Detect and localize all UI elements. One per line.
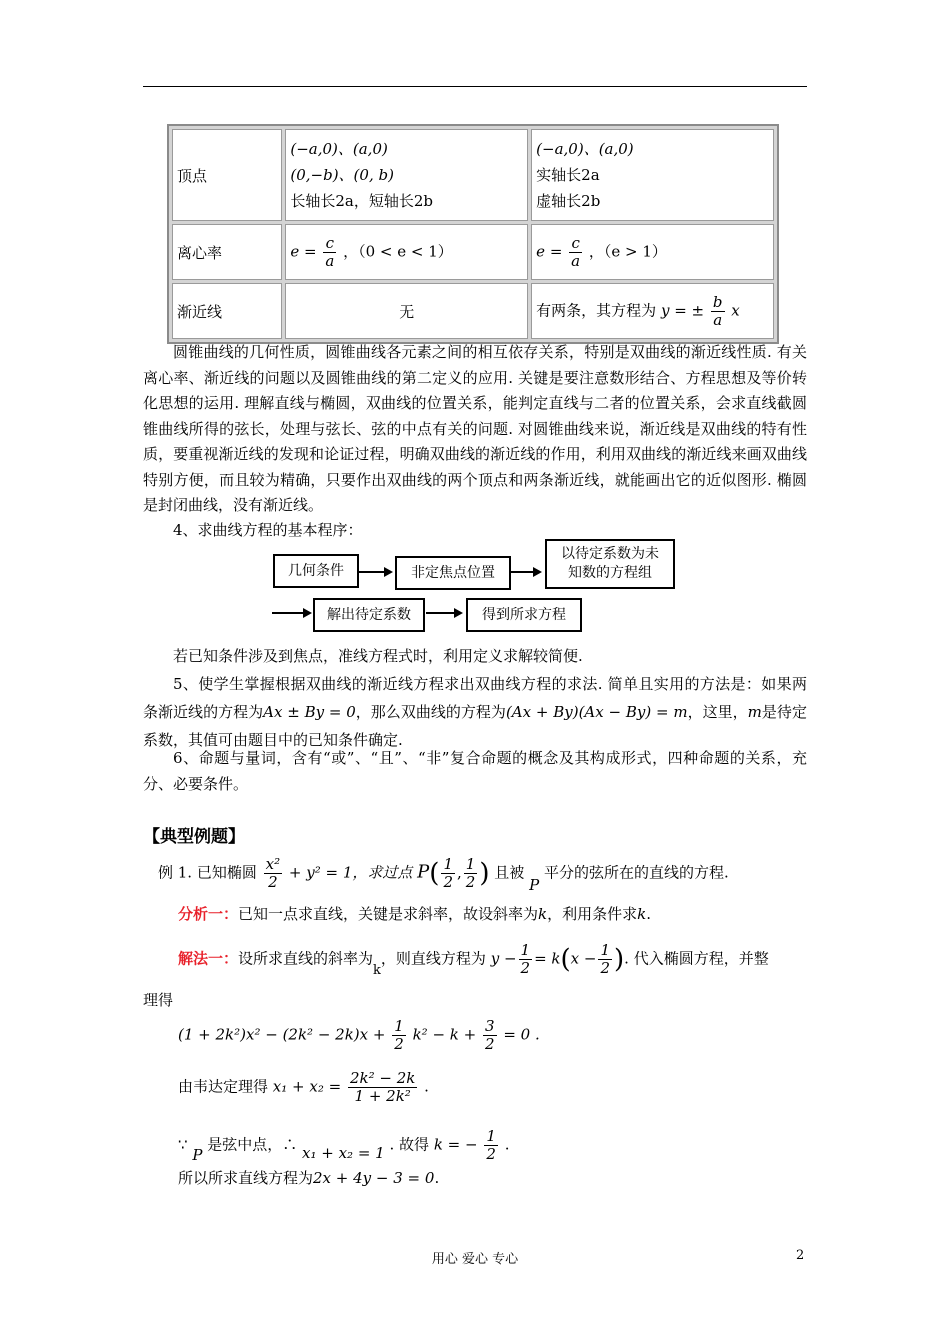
flow-box-focus: 非定焦点位置 (395, 556, 511, 590)
hyperbola-asymptote-cell: 有两条，其方程为 y = ± $\frac{b}{a}$ x (531, 283, 774, 339)
ellipse-vertex-cell: (−a,0)、(a,0) (0,−b)、(0, b) 长轴长2a，短轴长2b (285, 129, 528, 221)
midpoint-line: ∵ P 是弦中点，∴ x₁ + x₂ = 1 . 故得 k = − $\frac{1}{2}$ . (178, 1127, 510, 1164)
table-row (172, 224, 774, 280)
properties-table (167, 124, 779, 344)
analysis-line: 分析一：已知一点求直线，关键是求斜率，故设斜率为k，利用条件求k. (178, 905, 652, 923)
row-label-asymptote: 渐近线 (172, 283, 282, 339)
section-title: 【典型例题】 (143, 827, 245, 847)
ellipse-eccentricity-cell: e = $\frac{c}{a}$ ，（0 < e < 1） (285, 224, 528, 280)
table-row (172, 129, 774, 221)
example-1: 例 1. 已知椭圆 $\frac{\text{x²}}{2}$ + y² = 1，求过点 P( $\frac{1}{2}$ , $\frac{1}{2}$ ) 且被 P 平分的弦所在的直线的方程. (158, 855, 729, 894)
row-label-eccentricity: 离心率 (172, 224, 282, 280)
item-4: 4、求曲线方程的基本程序： (173, 521, 363, 539)
flow-arrow (359, 571, 391, 573)
header-rule (143, 86, 807, 87)
table-row (172, 283, 774, 339)
vieta-line: 由韦达定理得 x₁ + x₂ = $\frac{\text{2k² − 2k}}{\text{1 + 2k²}}$ . (178, 1069, 429, 1105)
flow-arrow (510, 571, 540, 573)
conclusion-line: 所以所求直线方程为2x + 4y − 3 = 0. (178, 1169, 440, 1187)
page-number: 2 (796, 1248, 805, 1263)
solution-line: 解法一：设所求直线的斜率为k，则直线方程为 y − $\frac{1}{2}$ = k(x − $\frac{1}{2}$ ). 代入椭圆方程，并整 (178, 941, 769, 978)
hyperbola-eccentricity-cell: e = $\frac{c}{a}$ ，（e > 1） (531, 224, 774, 280)
flow-box-result: 得到所求方程 (466, 598, 582, 632)
flow-arrow (426, 612, 461, 614)
flow-box-equations: 以待定系数为未 知数的方程组 (545, 539, 675, 589)
para-focus-note: 若已知条件涉及到焦点，准线方程式时，利用定义求解较简便. (173, 647, 583, 665)
flow-box-conditions: 几何条件 (273, 554, 359, 588)
expanded-equation: (1 + 2k²)x² − (2k² − 2k)x + $\frac{1}{2}$ k² − k + $\frac{3}{2}$ = 0 . (178, 1017, 540, 1053)
flow-arrow (272, 612, 310, 614)
page-footer: 用心 爱心 专心 (431, 1252, 519, 1267)
item-6: 6、命题与量词，含有“或”、“且”、“非”复合命题的概念及其构成形式，四种命题的关系，充分、必要条件。 (143, 749, 807, 793)
item-5: 5、使学生掌握根据双曲线的渐近线方程求出双曲线方程的求法. 简单且实用的方法是：如果两条渐近线的方程为Ax ± By = 0，那么双曲线的方程为(Ax + By)(Ax − By) = m，这里，m是待定系数，其值可由题目中的已知条件确定. (143, 675, 807, 749)
ellipse-asymptote-cell: 无 (285, 283, 528, 339)
summary-paragraph: 圆锥曲线的几何性质，圆锥曲线各元素之间的相互依存关系，特别是双曲线的渐近线性质. 有关离心率、渐近线的问题以及圆锥曲线的第二定义的应用. 关键是要注意数形结合、方程思想及等价转化思想的运用. 理解直线与椭圆，双曲线的位置关系，能判定直线与二者的位置关系，会求直线截圆锥曲线所得的弦长，处理与弦长、弦的中点有关的问题. 对圆锥曲线来说，渐近线是双曲线的特有性质，要重视渐近线的发现和论证过程，明确双曲线的渐近线的作用，利用双曲线的渐近线来画双曲线特别方便，而且较为精确，只要作出双曲线的两个顶点和两条渐近线，就能画出它的近似图形. 椭圆是封闭曲线，没有渐近线。 (143, 343, 807, 514)
flow-box-solve: 解出待定系数 (313, 598, 425, 632)
row-label-vertex: 顶点 (172, 129, 282, 221)
solution-continuation: 理得 (143, 991, 174, 1009)
hyperbola-vertex-cell: (−a,0)、(a,0) 实轴长2a 虚轴长2b (531, 129, 774, 221)
